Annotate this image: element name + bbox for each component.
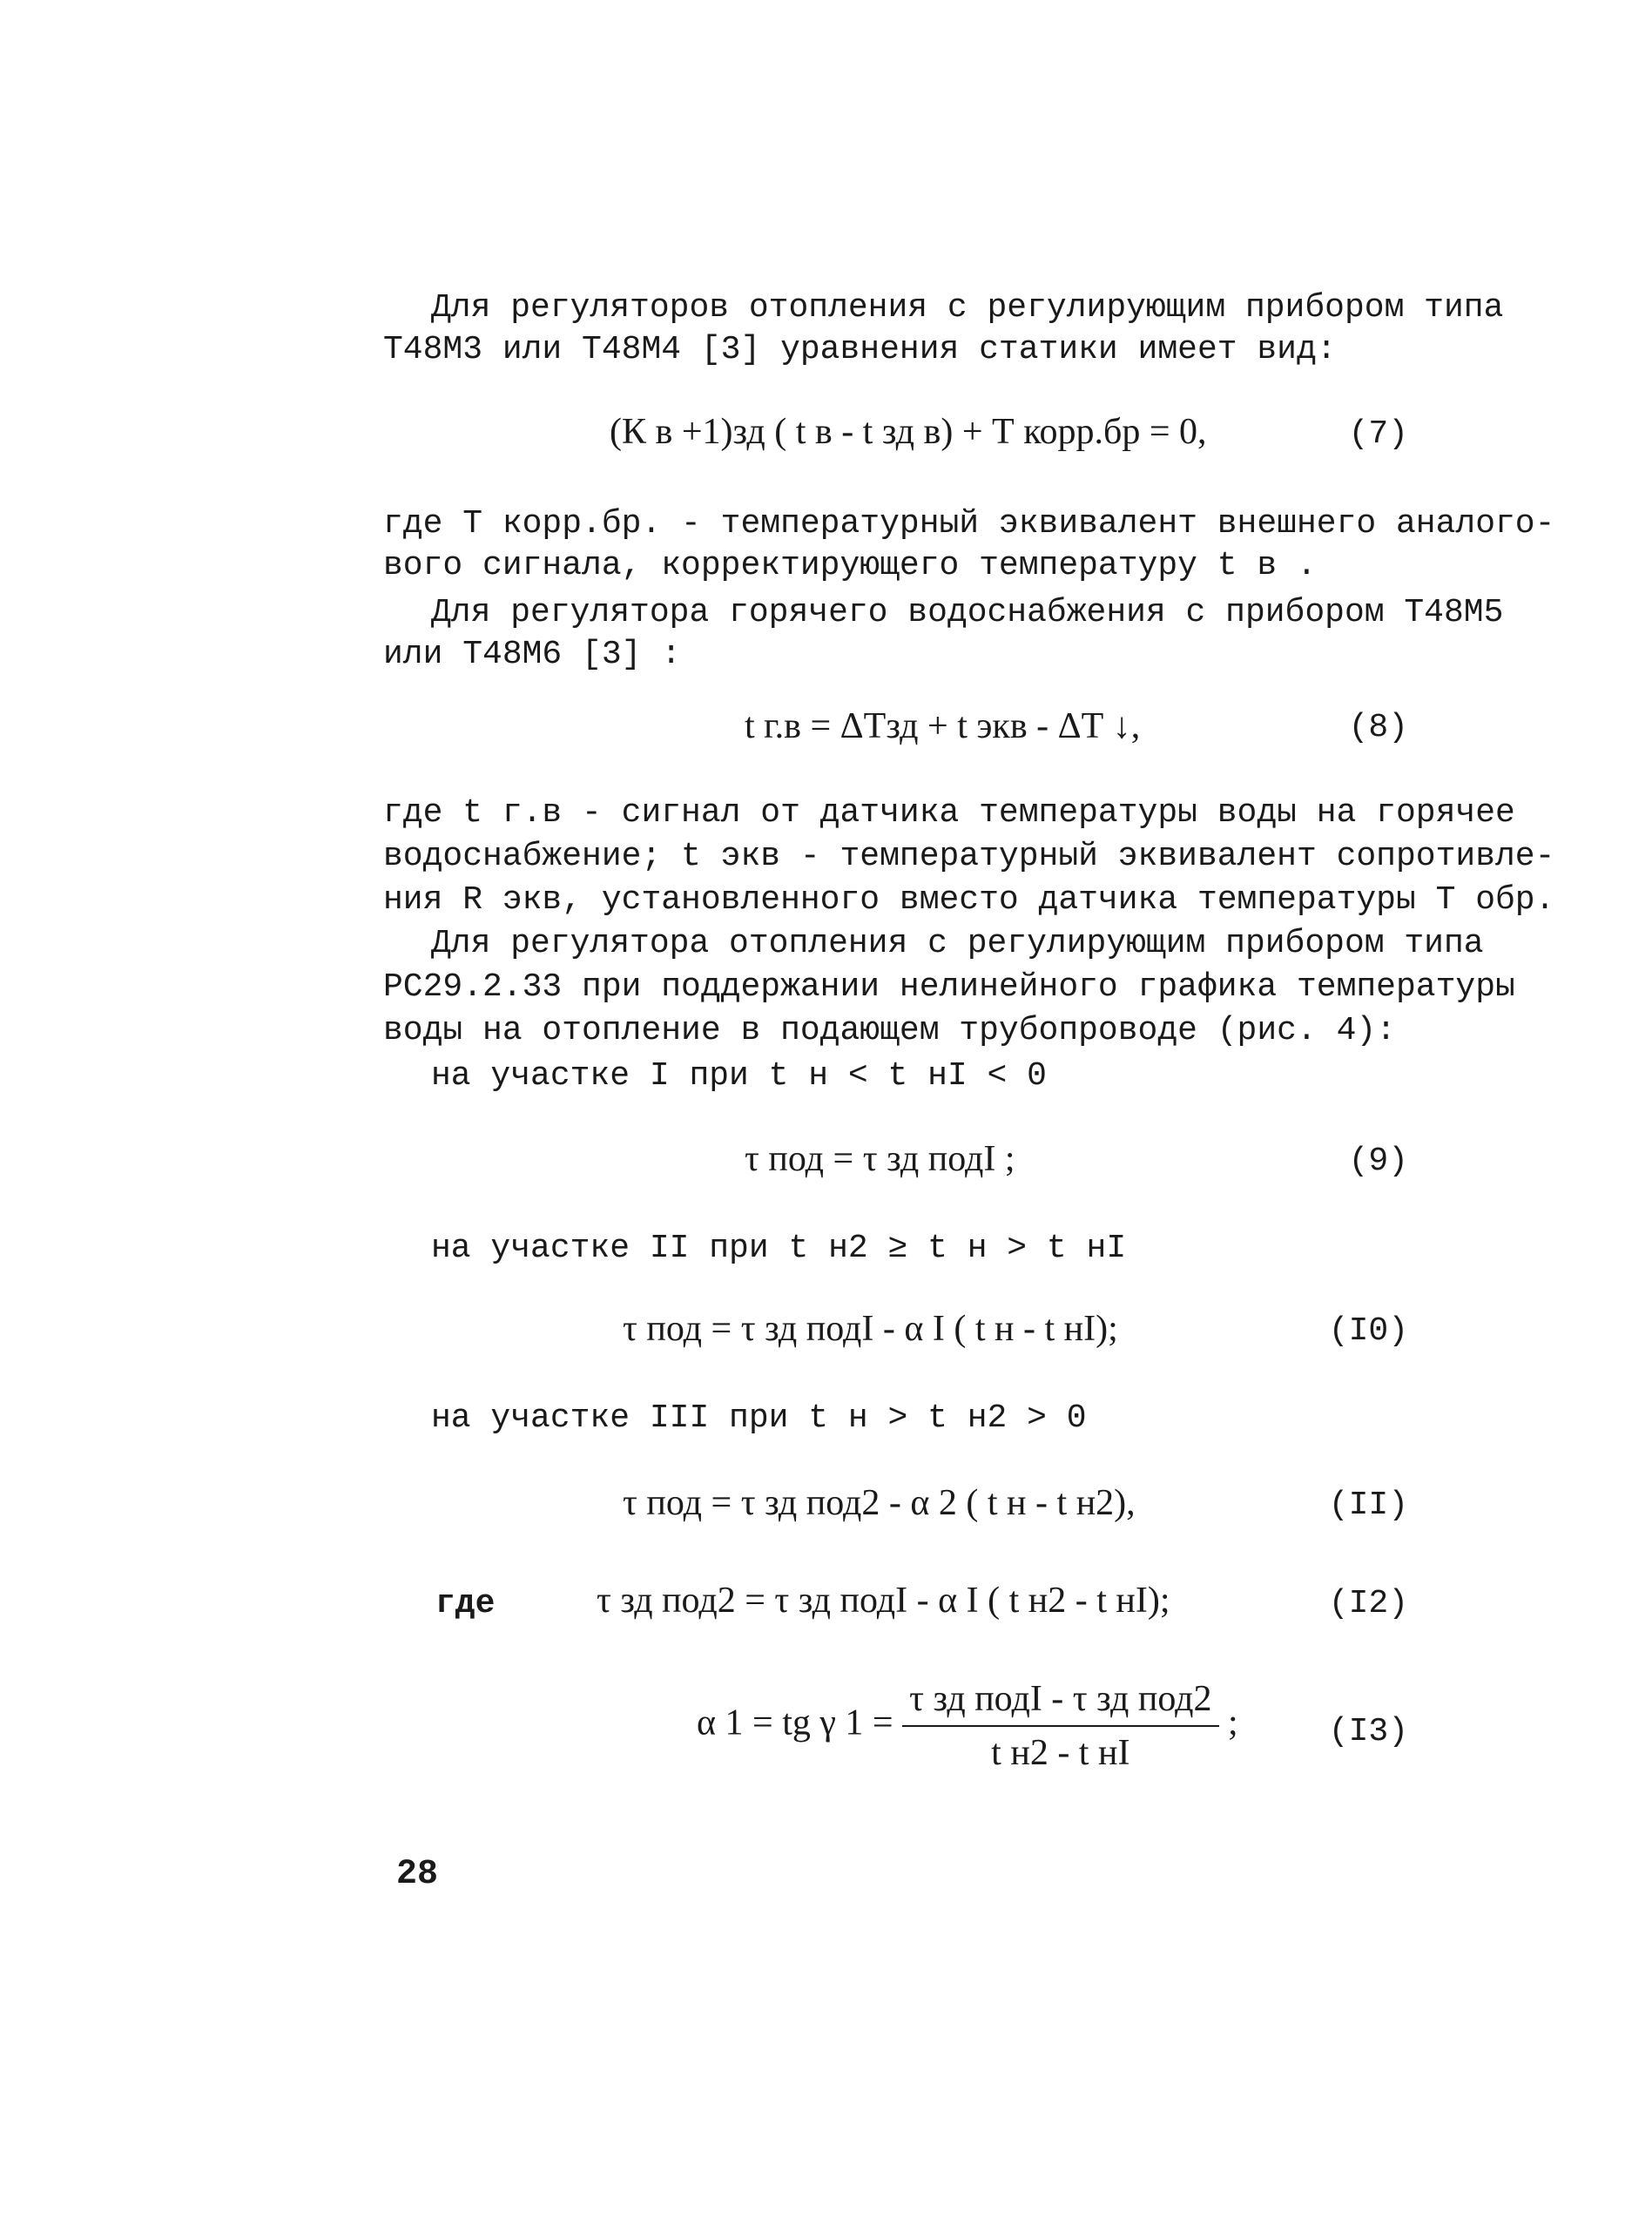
paragraph-line: Для регулятора отопления с регулирующим прибором типа [431,925,1484,962]
equation-8: t г.в = ΔТзд + t экв - ΔТ ↓, [745,706,1141,746]
equation-number-8: (8) [1348,709,1408,746]
paragraph-line: Для регуляторов отопления с регулирующим прибором типа [431,289,1504,327]
equation-number-7: (7) [1348,415,1408,453]
where-label: где [435,1585,496,1622]
equation-7: (К в +1)зд ( t в - t зд в) + Т корр.бр = 0, [610,412,1207,452]
equation-10: τ под = τ зд подI - α I ( t н - t нI); [623,1309,1118,1349]
equation-number-12: (I2) [1328,1585,1408,1622]
equation-number-13: (I3) [1328,1713,1408,1750]
paragraph-line: или Т48М6 [3] : [383,636,682,673]
equation-11: τ под = τ зд под2 - α 2 ( t н - t н2), [623,1483,1136,1523]
equation-13-left: α 1 = tg γ 1 = [697,1702,893,1743]
paragraph-line: на участке I при t н < t нI < 0 [431,1057,1047,1095]
equation-13 [697,1676,1238,1776]
equation-number-10: (I0) [1328,1312,1408,1350]
paragraph-line: где Т корр.бр. - температурный эквивалент внешнего аналого- [383,505,1555,543]
paragraph-line: на участке III при t н > t н2 > 0 [431,1399,1087,1437]
equation-number-11: (II) [1328,1487,1408,1524]
equation-12: τ зд под2 = τ зд подI - α I ( t н2 - t нI); [597,1581,1170,1621]
paragraph-line: водоснабжение; t экв - температурный эквивалент сопротивле- [383,838,1555,875]
equation-number-9: (9) [1348,1143,1408,1180]
paragraph-line: на участке II при t н2 ≥ t н > t нI [431,1230,1127,1267]
paragraph-line: Т48М3 или Т48М4 [3] уравнения статики имеет вид: [383,331,1337,368]
equation-13-fraction [902,1676,1218,1776]
paragraph-line: где t г.в - сигнал от датчика температуры воды на горячее [383,794,1515,832]
equation-9: τ под = τ зд подI ; [745,1139,1015,1179]
equation-13-numerator: τ зд подI - τ зд под2 [902,1676,1218,1727]
paragraph-line: воды на отопление в подающем трубопроводе (рис. 4): [383,1012,1396,1049]
paragraph-line: Для регулятора горячего водоснабжения с прибором Т48М5 [431,594,1504,631]
page-number: 28 [396,1855,439,1894]
paragraph-line: ния R экв, установленного вместо датчика температуры Т обр. [383,881,1555,919]
paragraph-line: вого сигнала, корректирующего температуру t в . [383,547,1317,584]
equation-13-denominator: t н2 - t нI [991,1733,1130,1773]
paragraph-line: РС29.2.33 при поддержании нелинейного графика температуры [383,968,1515,1006]
equation-13-end: ; [1228,1702,1238,1743]
